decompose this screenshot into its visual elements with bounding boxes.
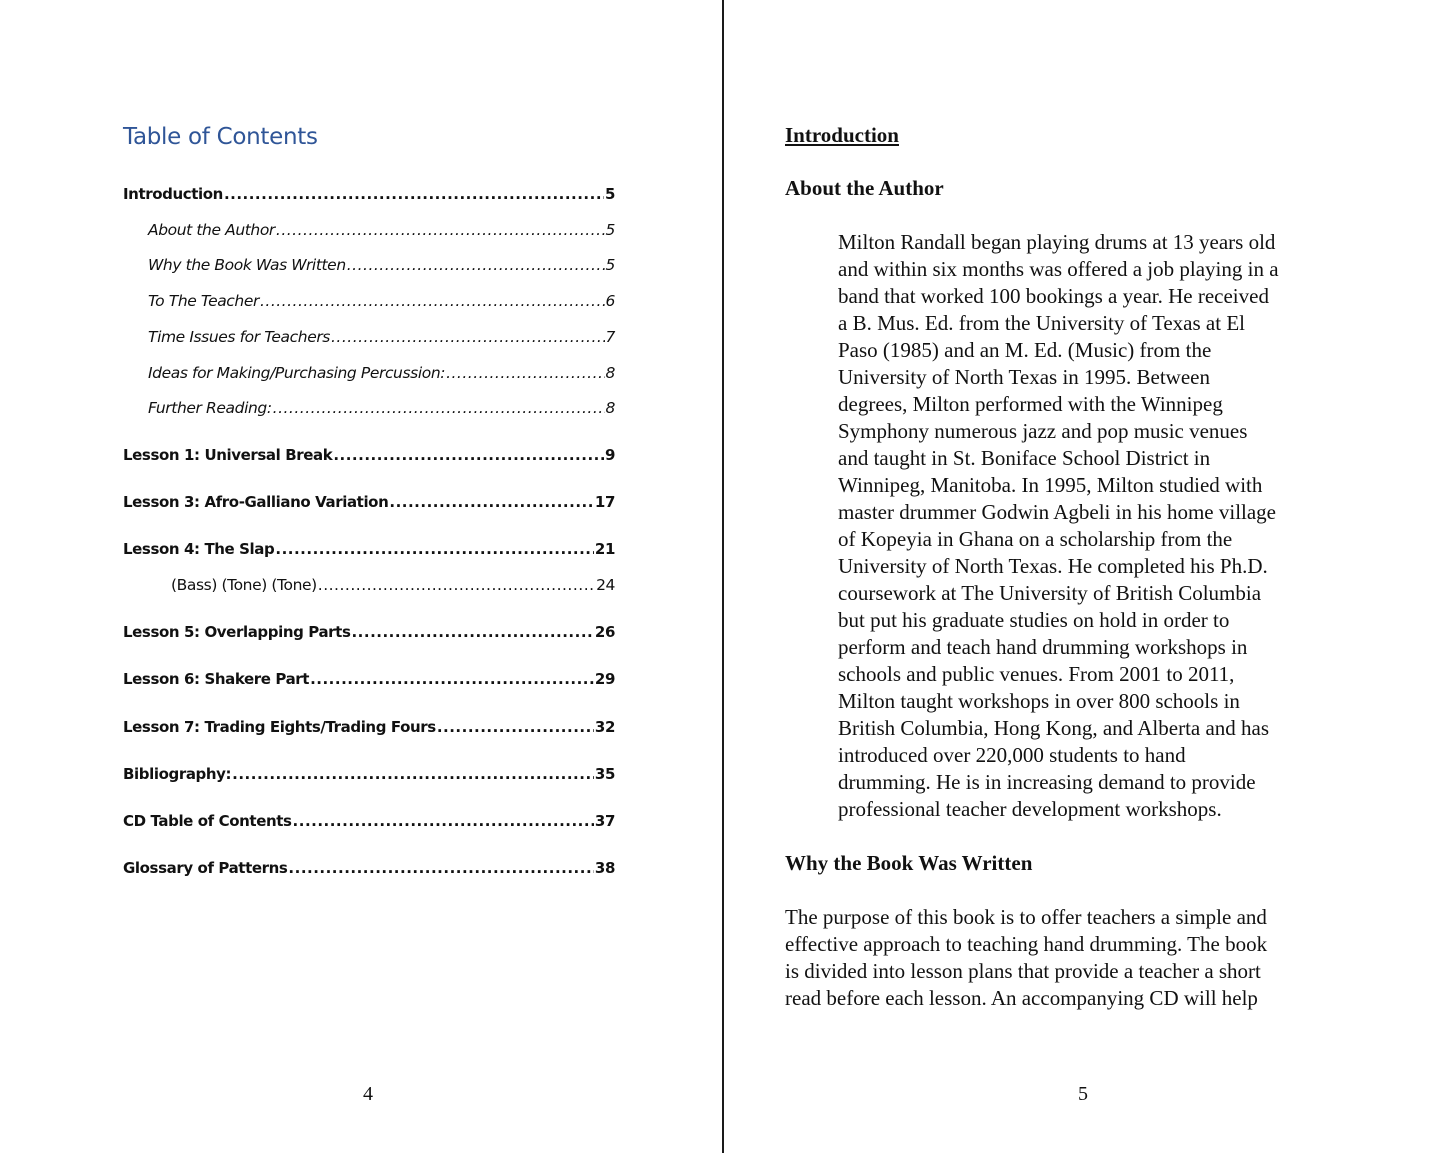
toc-entry-label: Lesson 7: Trading Eights/Trading Fours [123, 718, 436, 736]
toc-entry-ideas-percussion[interactable] [148, 364, 615, 382]
toc-entry-bibliography[interactable] [123, 765, 615, 783]
toc-entry-glossary[interactable] [123, 859, 615, 877]
toc-entry-page: 38 [594, 859, 615, 877]
author-paragraph [838, 229, 1338, 823]
toc-entry-page: 24 [596, 576, 615, 594]
heading-about-author: About the Author [785, 176, 944, 200]
text-line: Milton taught workshops in over 800 schools in [838, 689, 1240, 713]
right-page-number: 5 [1078, 1083, 1088, 1105]
toc-entry-to-teacher[interactable] [148, 292, 615, 310]
toc-entry-about-author[interactable] [148, 221, 615, 239]
toc-entry-label: Further Reading: [148, 399, 272, 417]
text-line: University of North Texas in 1995. Between [838, 365, 1210, 389]
toc-entry-further-reading[interactable] [148, 399, 615, 417]
toc-entry-page: 37 [594, 812, 615, 830]
left-page-number: 4 [363, 1083, 373, 1105]
toc-entry-page: 9 [604, 446, 615, 464]
toc-entry-page: 29 [594, 670, 615, 688]
heading-why-book: Why the Book Was Written [785, 851, 1033, 875]
toc-entry-page: 7 [605, 328, 615, 346]
toc-entry-lesson-4[interactable] [123, 540, 615, 558]
toc-entry-time-issues[interactable] [148, 328, 615, 346]
toc-entry-lesson-6[interactable] [123, 670, 615, 688]
toc-entry-label: Ideas for Making/Purchasing Percussion: [148, 364, 446, 382]
toc-entry-page: 5 [605, 256, 615, 274]
toc-entry-label: To The Teacher [148, 292, 259, 310]
toc-entry-page: 35 [594, 765, 615, 783]
why-paragraph [785, 904, 1333, 1012]
text-line: coursework at The University of British Columbia [838, 581, 1262, 605]
toc-entry-bass-tone[interactable] [171, 576, 615, 594]
text-line: but put his graduate studies on hold in order to [838, 608, 1230, 632]
text-line: Symphony numerous jazz and pop music venues [838, 419, 1248, 443]
toc-entry-lesson-1[interactable] [123, 446, 615, 464]
text-line: master drummer Godwin Agbeli in his home village [838, 500, 1277, 524]
text-line: effective approach to teaching hand drumming. The book [785, 932, 1268, 956]
text-line: of Kopeyia in Ghana on a scholarship from the [838, 527, 1233, 551]
text-line: and within six months was offered a job playing in a [838, 257, 1279, 281]
heading-introduction: Introduction [785, 123, 899, 147]
text-line: Milton Randall began playing drums at 13 years old [838, 230, 1276, 254]
toc-entry-label: Lesson 5: Overlapping Parts [123, 623, 351, 641]
toc-entry-page: 21 [594, 540, 615, 558]
text-line: professional teacher development workshops. [838, 797, 1222, 821]
toc-entry-page: 5 [605, 221, 615, 239]
text-line: University of North Texas. He completed his Ph.D. [838, 554, 1268, 578]
text-line: British Columbia, Hong Kong, and Alberta and has [838, 716, 1270, 740]
text-line: introduced over 220,000 students to hand [838, 743, 1186, 767]
text-line: Paso (1985) and an M. Ed. (Music) from the [838, 338, 1212, 362]
toc-entry-label: (Bass) (Tone) (Tone) [171, 576, 317, 594]
toc-entry-why-book[interactable] [148, 256, 615, 274]
toc-entry-page: 17 [594, 493, 615, 511]
text-line: a B. Mus. Ed. from the University of Texas at El [838, 311, 1245, 335]
text-line: band that worked 100 bookings a year. He received [838, 284, 1269, 308]
text-line: perform and teach hand drumming workshops in [838, 635, 1248, 659]
toc-entry-label: Lesson 3: Afro-Galliano Variation [123, 493, 389, 511]
toc-entry-label: Lesson 6: Shakere Part [123, 670, 310, 688]
text-line: is divided into lesson plans that provide a teacher a short [785, 959, 1261, 983]
toc-title: Table of Contents [123, 124, 318, 150]
toc-entry-cd-contents[interactable] [123, 812, 615, 830]
toc-entry-label: CD Table of Contents [123, 812, 292, 830]
toc-entry-page: 8 [605, 399, 615, 417]
toc-entry-lesson-5[interactable] [123, 623, 615, 641]
toc-entry-label: About the Author [148, 221, 275, 239]
text-line: read before each lesson. An accompanying CD will help [785, 986, 1258, 1010]
toc-entry-label: Why the Book Was Written [148, 256, 346, 274]
text-line: and taught in St. Boniface School District in [838, 446, 1211, 470]
text-line: degrees, Milton performed with the Winnipeg [838, 392, 1223, 416]
toc-entry-label: Bibliography: [123, 765, 232, 783]
toc-entry-label: Lesson 4: The Slap [123, 540, 275, 558]
toc-entry-label: Time Issues for Teachers [148, 328, 330, 346]
toc-entry-page: 6 [605, 292, 615, 310]
text-line: drumming. He is in increasing demand to provide [838, 770, 1256, 794]
toc-entry-page: 26 [594, 623, 615, 641]
toc-entry-label: Lesson 1: Universal Break [123, 446, 333, 464]
text-line: The purpose of this book is to offer teachers a simple and [785, 905, 1267, 929]
toc-entry-lesson-3[interactable] [123, 493, 615, 511]
toc-entry-page: 8 [605, 364, 615, 382]
text-line: schools and public venues. From 2001 to 2011, [838, 662, 1235, 686]
toc-entry-label: Glossary of Patterns [123, 859, 288, 877]
toc-entry-label: Introduction [123, 185, 223, 203]
toc-entry-page: 5 [604, 185, 615, 203]
text-line: Winnipeg, Manitoba. In 1995, Milton studied with [838, 473, 1263, 497]
toc-entry-lesson-7[interactable] [123, 718, 615, 736]
toc-entry-introduction[interactable] [123, 185, 615, 203]
toc-entry-page: 32 [594, 718, 615, 736]
